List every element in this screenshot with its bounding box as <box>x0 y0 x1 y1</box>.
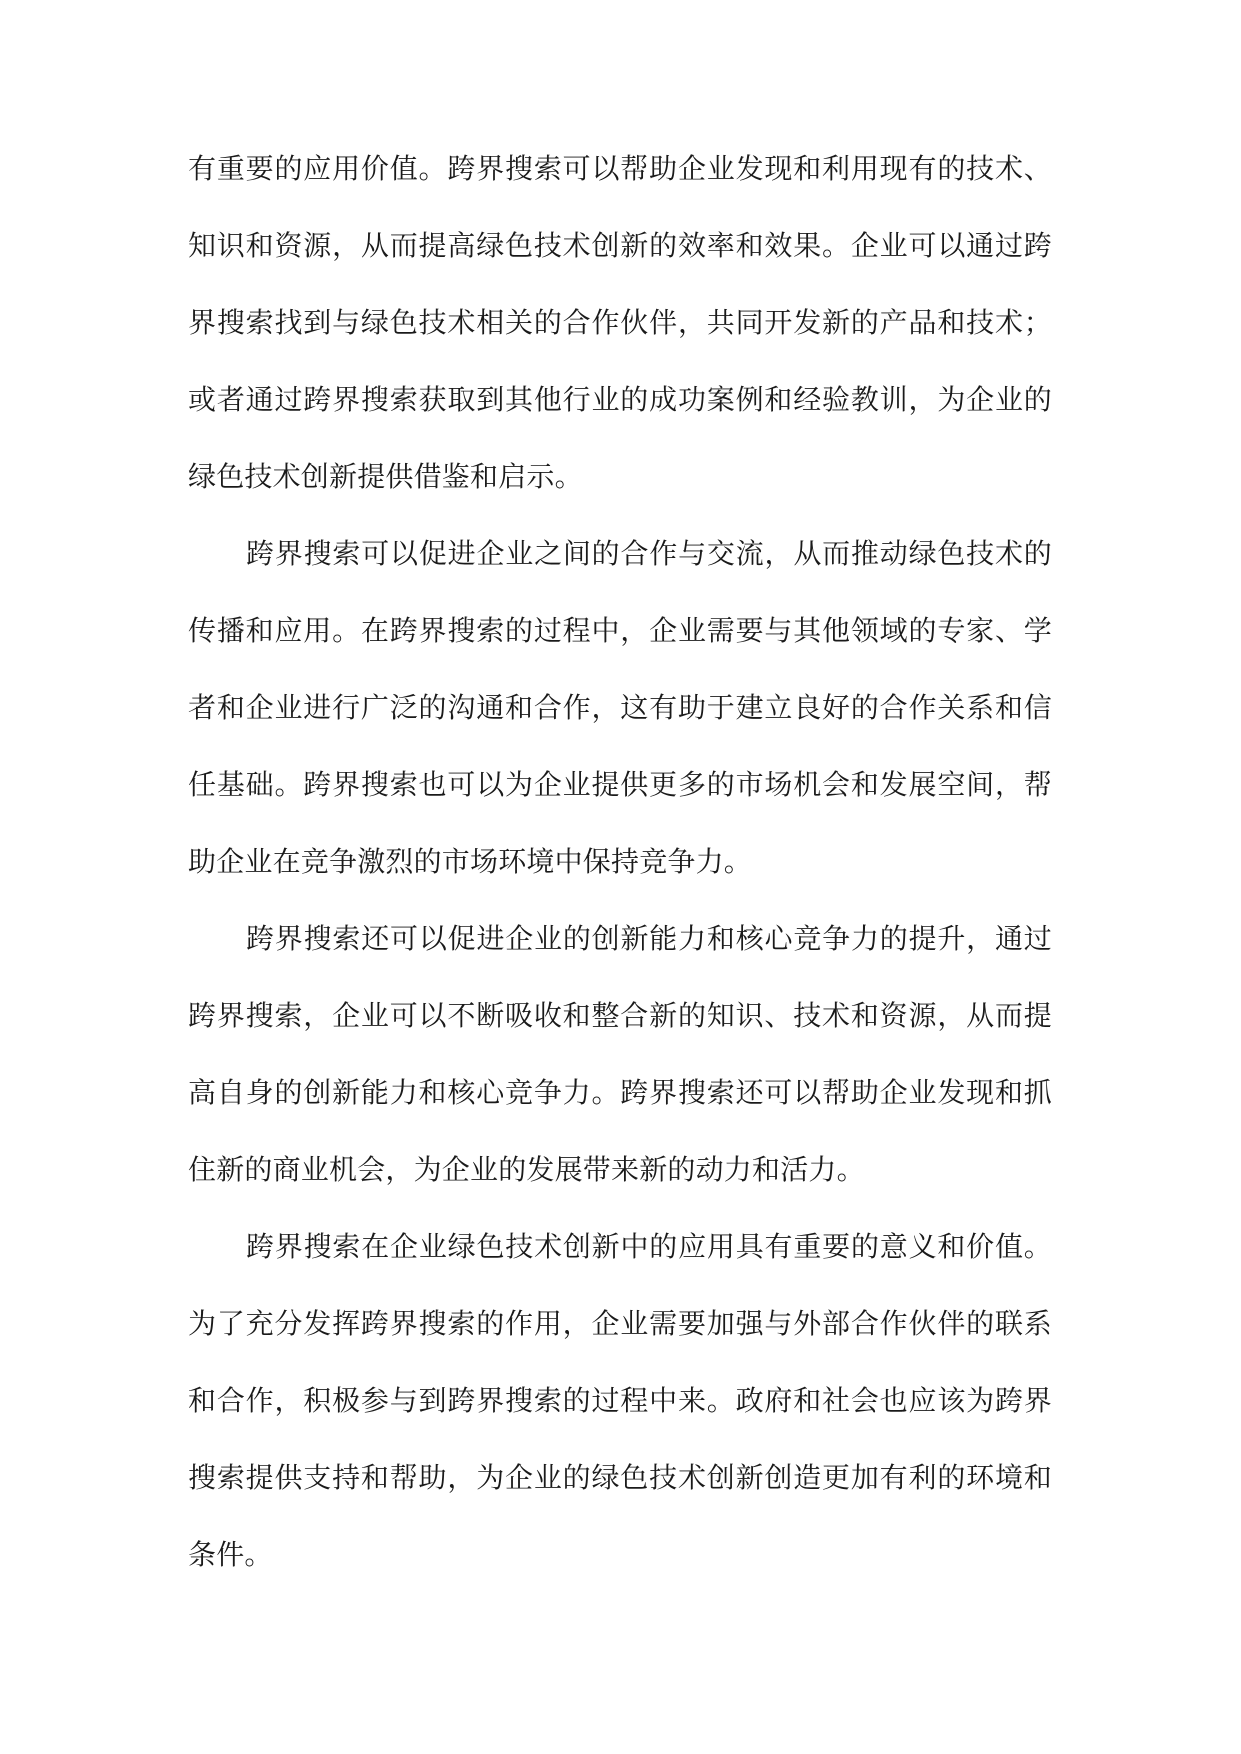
document-body <box>188 130 1052 1593</box>
paragraph-3: 跨界搜索还可以促进企业的创新能力和核心竞争力的提升，通过跨界搜索，企业可以不断吸收和整合新的知识、技术和资源，从而提高自身的创新能力和核心竞争力。跨界搜索还可以帮助企业发现和抓住新的商业机会，为企业的发展带来新的动力和活力。 <box>188 922 1052 1186</box>
paragraph-1: 有重要的应用价值。跨界搜索可以帮助企业发现和利用现有的技术、知识和资源，从而提高绿色技术创新的效率和效果。企业可以通过跨界搜索找到与绿色技术相关的合作伙伴，共同开发新的产品和技术；或者通过跨界搜索获取到其他行业的成功案例和经验教训，为企业的绿色技术创新提供借鉴和启示。 <box>188 152 1052 493</box>
paragraph-4: 跨界搜索在企业绿色技术创新中的应用具有重要的意义和价值。为了充分发挥跨界搜索的作用，企业需要加强与外部合作伙伴的联系和合作，积极参与到跨界搜索的过程中来。政府和社会也应该为跨界搜索提供支持和帮助，为企业的绿色技术创新创造更加有利的环境和条件。 <box>188 1230 1052 1571</box>
paragraph-2: 跨界搜索可以促进企业之间的合作与交流，从而推动绿色技术的传播和应用。在跨界搜索的过程中，企业需要与其他领域的专家、学者和企业进行广泛的沟通和合作，这有助于建立良好的合作关系和信任基础。跨界搜索也可以为企业提供更多的市场机会和发展空间，帮助企业在竞争激烈的市场环境中保持竞争力。 <box>188 537 1052 878</box>
